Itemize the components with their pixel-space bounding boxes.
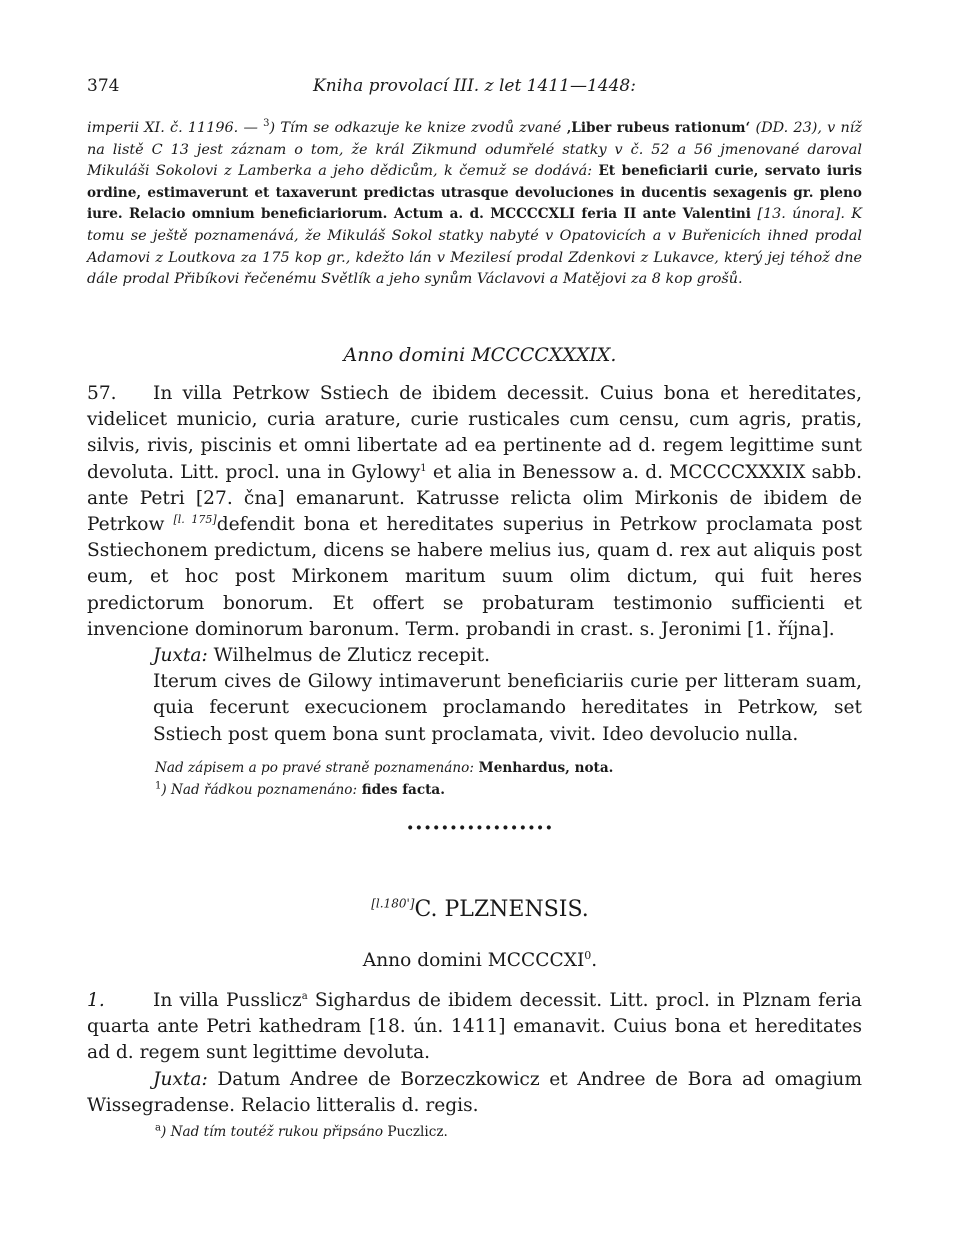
juxta-line: Juxta: Wilhelmus de Zluticz recepit. (153, 645, 491, 667)
entry-number: 1. (87, 990, 105, 1011)
entry-1-paragraph: 1. In villa Pusslicz$^a$ Sighardus de ibidem decessit. Litt. procl. in Plznam feria quarta ante Petri kathedram [18. ún. 1411] emanavit. Cuius bona et hereditates ad d. regem sunt legittime devoluta. (87, 990, 862, 1064)
entry-57 (87, 381, 862, 748)
top-footnote-continuation (87, 118, 862, 291)
entry-1 (87, 988, 862, 1119)
footnote-a: $^a$) Nad tím toutéž rukou připsáno Puczlicz. (155, 1122, 448, 1140)
footnote-1: $^1$) Nad řádkou poznamenáno: fides facta. (155, 780, 445, 798)
margin-reference: [l. 175] (173, 512, 217, 526)
editorial-note-a: Nad zápisem a po pravé straně poznamenáno: Menhardus, nota. (155, 760, 614, 776)
year-heading-1411: Anno domini MCCCCXI$^0$. (362, 948, 598, 971)
section-title: [l.180']C. PLZNENSIS. (371, 896, 589, 922)
running-title: Kniha provolací III. z let 1411—1448: (313, 76, 636, 96)
year-heading-1439: Anno domini MCCCCXXXIX. (343, 344, 617, 366)
footnote-paragraph: imperii XI. č. 11196. — $^3$) Tím se odkazuje ke knize zvodů zvané ‚Liber rubeus rationum‘ (DD. 23), v níž na listě C 13 jest záznam o tom, že král Zikmund odumřelé statky v č. 52 a 56 jmenované daroval Mikuláši Sokolovi z Lamberka a jeho dědicům, k čemuž se dodává: Et beneficiarii curie, servato iuris ordine, estimaverunt et taxaverunt predictas utrasque devoluciones in ducentis sexagenis gr. pleno iure. Relacio omnium beneficiariorum. Actum a. d. MCCCCXLI feria II ante Valentini [13. února]. K tomu se ještě poznamenává, že Mikuláš Sokol statky nabyté v Opatovicích a v Buřenicích ihned prodal Adamovi z Loutkova za 175 kop gr., kdežto lán v Mezilesí prodal Zdenkovi z Lukavce, který jej téhož dne dále prodal Přibíkovi řečenému Světlík a jeho synům Václavovi a Matějovi za 8 kop grošů. (87, 118, 862, 288)
juxta-line: Juxta: Datum Andree de Borzeczkowicz et Andree de Bora ad omagium Wissegradense. Relacio litteralis d. regis. (87, 1068, 862, 1116)
entry-57-paragraph-2: Iterum cives de Gilowy intimaverunt beneficiariis curie per litteram suam, quia fecerunt execucionem proclamando hereditates in Petrkow, set Sstiech post quem bona sunt proclamata, vivit. Ideo devolucio nulla. (153, 671, 862, 745)
entry-57-paragraph: 57. In villa Petrkow Sstiech de ibidem decessit. Cuius bona et hereditates, videlicet municio, curia arature, curie rusticales cum censu, cum agris, pratis, silvis, rivis, piscinis et omni libertate ad ea pertinente ad d. regem legittime sunt devoluta. Litt. procl. una in Gylowy$^1$ et alia in Benessow a. d. MCCCCXXXIX sabb. ante Petri [27. čna] emanarunt. Katrusse relicta olim Mirkonis de ibidem de Petrkow [l. 175]defendit bona et hereditates superius in Petrkow proclamata post Sstiechonem predictum, dicens se habere melius ius, quam d. rex aut aliquis post eum, et hoc post Mirkonem maritum suum olim dictum, qui fuit heres predictorum bonorum. Et offert se probaturam testimonio sufficienti et invencione dominorum baronum. Term. probandi in crast. s. Jeronimi [1. října]. (87, 383, 863, 640)
page-header (87, 76, 862, 98)
section-divider: ················· (406, 815, 554, 841)
entry-number: 57. (87, 383, 117, 404)
page-number: 374 (87, 76, 120, 96)
margin-reference: [l.180'] (371, 896, 415, 911)
